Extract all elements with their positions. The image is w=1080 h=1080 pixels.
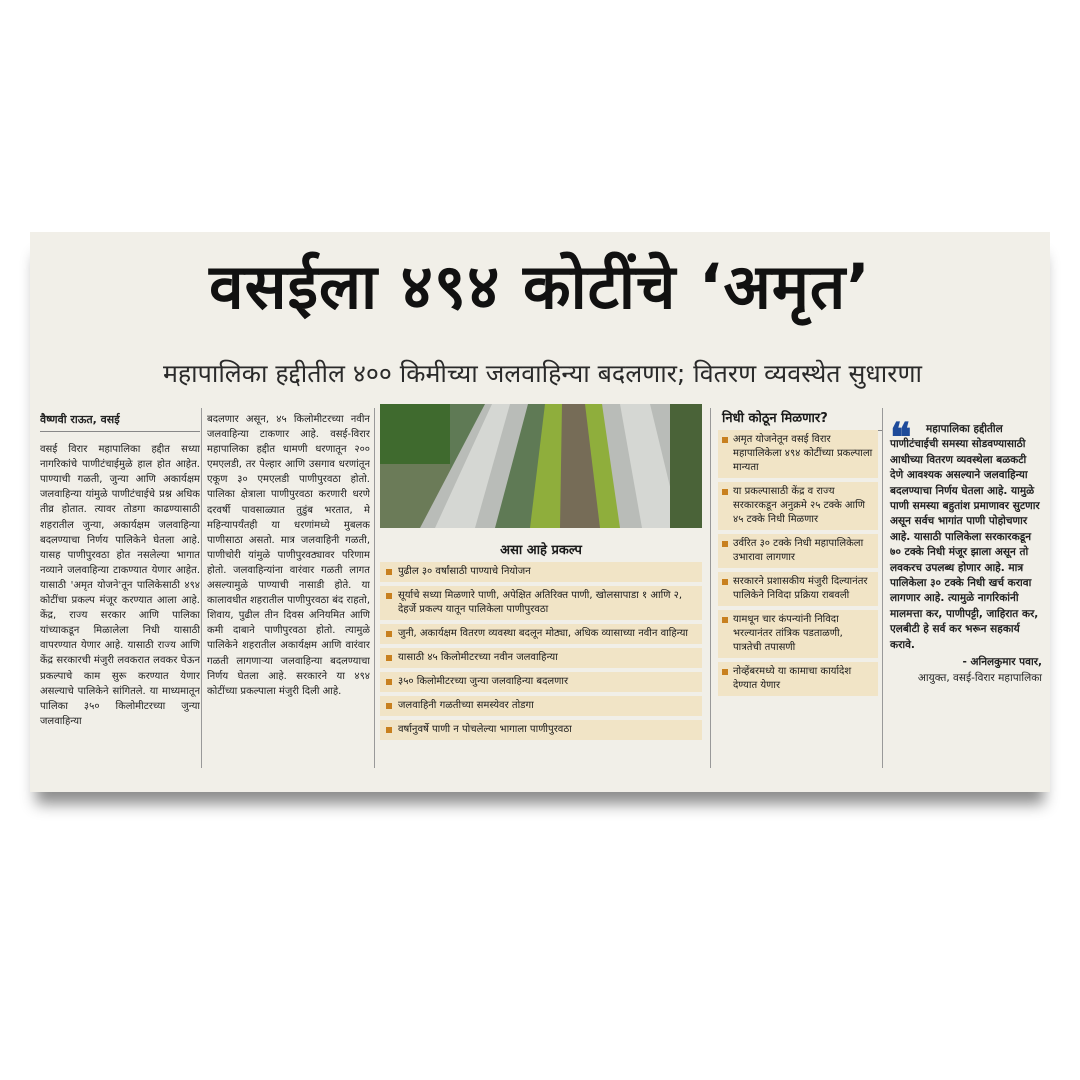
article-text: वसई विरार महापालिका हद्दीत सध्या नागरिकांचे पाणीटंचाईमुळे हाल होत आहेत. पाण्याची गळती, जुन्या आणि अकार्यक्षम जलवाहिन्या यांमुळे पाणीटंचाईचे प्रश्न अधिक तीव्र होतात. त्यावर तोडगा काढण्यासाठी शहरातील जुन्या, अकार्यक्षम जलवाहिन्या बदलण्याचा निर्णय पालिकेने घेतला आहे. यासह पाणीपुरवठा होत नसलेल्या भागात नव्याने जलवाहिन्या टाकण्यात येणार आहेत. यासाठी 'अमृत योजने'तून पालिकेसाठी ४९४ कोटींचा प्रकल्प मंजूर करण्यात आला आहे. केंद्र, राज्य सरकार आणि पालिका यांच्याकडून मिळालेला निधी यासाठी वापरण्यात येणार आहे. यासाठी राज्य आणि केंद्र सरकारची मंजुरी लवकरात लवकर घेऊन प्रकल्पाचे काम सुरू करण्यात येणार असल्याचे पालिकेने सांगितले. या माध्यमातून पालिका ३५० किलोमीटरच्या जुन्या जलवाहिन्या xyxy=(40,444,200,727)
list-item xyxy=(380,648,702,668)
list-item xyxy=(380,720,702,740)
bullet-icon xyxy=(386,703,392,709)
list-item-text: या प्रकल्पासाठी केंद्र व राज्य सरकारकडून अनुक्रमे २५ टक्के आणि ४५ टक्के निधी मिळणार xyxy=(733,486,865,525)
list-item xyxy=(718,482,878,530)
column-divider xyxy=(882,408,883,768)
bullet-icon xyxy=(386,569,392,575)
quote-text: महापालिका हद्दीतील पाणीटंचाईची समस्या सोडवण्यासाठी आधीच्या वितरण व्यवस्थेला बळकटी देणे आवश्यक असल्याने जलवाहिन्या बदलण्याचा निर्णय घेतला आहे. यामुळे पाणी समस्या बहुतांश प्रमाणावर सुटणार असून सर्वच भागांत पाणी पोहोचणार आहे. यासाठी पालिकेला सरकारकडून ७० टक्के निधी मंजूर झाला असून तो लवकरच उपलब्ध होणार आहे. मात्र पालिकेला ३० टक्के निधी खर्च करावा लागणार आहे. त्यामुळे नागरिकांनी मालमत्ता कर, पाणीपट्टी, जाहिरात कर, एलबीटी हे सर्व कर भरून सहकार्य करावे. xyxy=(890,423,1040,651)
quote-mark-icon: ❝ xyxy=(890,414,912,461)
newspaper-clipping xyxy=(30,232,1050,792)
list-item-text: उर्वरित ३० टक्के निधी महापालिकेला उभारावा लागणार xyxy=(733,538,864,563)
list-item xyxy=(380,672,702,692)
bullet-icon xyxy=(722,579,728,585)
list-item xyxy=(380,586,702,620)
column-divider xyxy=(201,408,202,768)
list-item-text: सरकारने प्रशासकीय मंजुरी दिल्यानंतर पालिकेने निविदा प्रक्रिया राबवली xyxy=(733,576,868,601)
project-box-title: असा आहे प्रकल्प xyxy=(500,543,582,558)
bullet-icon xyxy=(386,631,392,637)
bullet-icon xyxy=(722,541,728,547)
quote-author: - अनिलकुमार पवार, xyxy=(962,656,1042,669)
column-divider xyxy=(710,408,711,768)
list-item-text: यासाठी ४५ किलोमीटरच्या नवीन जलवाहिन्या xyxy=(398,652,558,663)
list-item-text: ३५० किलोमीटरच्या जुन्या जलवाहिन्या बदलणार xyxy=(398,676,569,687)
list-item-text: जुनी, अकार्यक्षम वितरण व्यवस्था बदलून मोठ्या, अधिक व्यासाच्या नवीन वाहिन्या xyxy=(398,628,689,639)
list-item xyxy=(718,662,878,696)
list-item xyxy=(718,430,878,478)
quote-designation: आयुक्त, वसई-विरार महापालिका xyxy=(917,671,1042,684)
funding-title: निधी कोठून मिळणार? xyxy=(722,408,882,431)
bullet-icon xyxy=(386,655,392,661)
list-item-text: पुढील ३० वर्षांसाठी पाण्याचे नियोजन xyxy=(398,566,531,577)
bullet-icon xyxy=(722,489,728,495)
list-item-text: वर्षानुवर्षे पाणी न पोचलेल्या भागाला पाणीपुरवठा xyxy=(398,724,572,735)
article-column-1 xyxy=(40,412,200,772)
list-item xyxy=(718,534,878,568)
subheadline: महापालिका हद्दीतील ४०० किमीच्या जलवाहिन्या बदलणार; वितरण व्यवस्थेत सुधारणा xyxy=(162,359,923,388)
bullet-icon xyxy=(722,437,728,443)
byline: वैष्णवी राऊत, वसई xyxy=(40,412,200,432)
list-item-text: जलवाहिनी गळतीच्या समस्येवर तोडगा xyxy=(398,700,534,711)
article-column-2 xyxy=(207,412,370,772)
pipeline-photo xyxy=(380,404,702,528)
list-item xyxy=(380,624,702,644)
project-list xyxy=(380,562,702,744)
list-item xyxy=(718,572,878,606)
article-text: बदलणार असून, ४५ किलोमीटरच्या नवीन जलवाहिन्या टाकणार आहे. वसई-विरार महापालिका हद्दीत धामणी धरणातून २०० एमएलडी, तर पेल्हार आणि उसगाव धरणांतून एकूण ३० एमएलडी पाणीपुरवठा होतो. पालिका क्षेत्राला पाणीपुरवठा करणारी धरणे दरवर्षी पावसाळ्यात तुडुंब भरतात, मे महिन्यापर्यंतही या धरणांमध्ये मुबलक पाणीसाठा असतो. मात्र जलवाहिनी गळती, पाणीचोरी यांमुळे पाणीपुरवठ्यावर परिणाम होतो. जलवाहिन्यांना वारंवार गळती लागत असल्यामुळे पाण्याची नासाडी होते. या कालावधीत शहरातील पाणीपुरवठा बंद राहतो, शिवाय, पुढील तीन दिवस अनियमित आणि कमी दाबाने पाणीपुरवठा होतो. त्यामुळे पालिकेने शहरातील अकार्यक्षम आणि वारंवार गळती लागणाऱ्या जलवाहिन्या बदलण्याचा निर्णय घेतला आहे. सरकारने या ४९४ कोटींच्या प्रकल्पाला मंजुरी दिली आहे. xyxy=(207,414,370,697)
bullet-icon xyxy=(722,669,728,675)
list-item xyxy=(380,562,702,582)
column-divider xyxy=(374,408,375,768)
list-item-text: नोव्हेंबरमध्ये या कामाचा कार्यादेश देण्यात येणार xyxy=(733,666,852,691)
funding-list xyxy=(718,430,878,700)
headline: वसईला ४९४ कोटींचे ‘अमृत’ xyxy=(209,250,871,323)
pull-quote xyxy=(890,422,1042,686)
list-item xyxy=(380,696,702,716)
list-item-text: अमृत योजनेतून वसई विरार महापालिकेला ४९४ कोटींच्या प्रकल्पाला मान्यता xyxy=(733,434,873,473)
bullet-icon xyxy=(386,727,392,733)
list-item xyxy=(718,610,878,658)
bullet-icon xyxy=(386,593,392,599)
bullet-icon xyxy=(722,617,728,623)
list-item-text: सूर्याचे सध्या मिळणारे पाणी, अपेक्षित अतिरिक्त पाणी, खोलसापाडा १ आणि २, देहर्जे प्रकल्प यातून पालिकेला पाणीपुरवठा xyxy=(398,590,682,615)
list-item-text: यामधून चार कंपन्यांनी निविदा भरल्यानंतर तांत्रिक पडताळणी, पात्रतेची तपासणी xyxy=(733,614,843,653)
bullet-icon xyxy=(386,679,392,685)
